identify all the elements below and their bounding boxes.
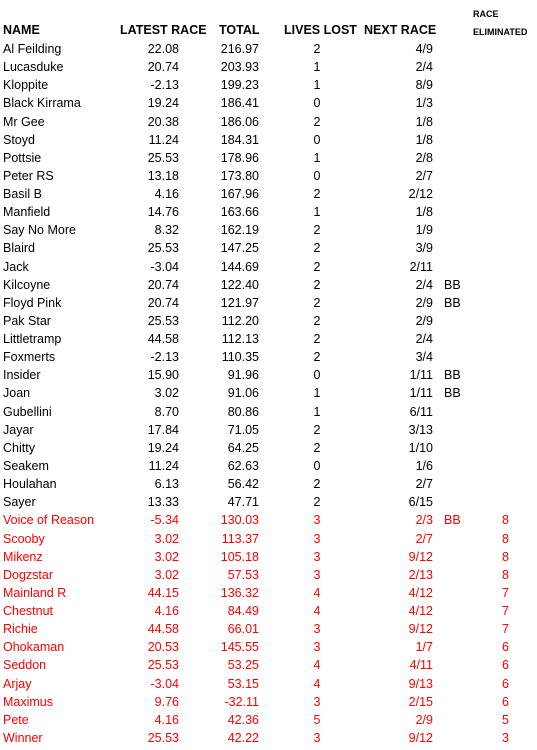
lives-lost: 2 — [313, 477, 321, 492]
next-race: 1/6 — [415, 458, 433, 473]
total-score: 167.96 — [220, 187, 259, 202]
header-name: NAME — [3, 23, 40, 37]
total-score: 173.80 — [220, 168, 259, 183]
table-row — [0, 348, 537, 366]
next-race: 1/11 — [409, 368, 433, 383]
next-race: 2/9 — [415, 313, 433, 328]
next-race: 4/9 — [415, 42, 433, 56]
race-eliminated: 7 — [502, 585, 509, 600]
header-race-eliminated-line1: RACE — [473, 9, 499, 19]
lives-lost: 0 — [313, 168, 321, 183]
lives-lost: 3 — [313, 640, 321, 655]
latest-race-score: 19.24 — [147, 440, 179, 455]
latest-race-score: -2.13 — [150, 78, 179, 93]
player-name: Manfield — [3, 205, 51, 220]
player-name: Basil B — [3, 187, 42, 202]
lives-lost: 2 — [313, 114, 321, 129]
table-row — [0, 312, 537, 330]
next-race: 3/9 — [415, 241, 433, 256]
latest-race-score: 25.53 — [147, 241, 179, 256]
total-score: 112.13 — [221, 332, 259, 347]
next-race: 8/9 — [415, 78, 433, 93]
latest-race-score: 13.33 — [147, 495, 179, 510]
next-race: 2/15 — [408, 694, 433, 709]
player-name: Chitty — [3, 440, 35, 455]
latest-race-score: 25.53 — [147, 658, 179, 673]
next-race: 4/12 — [408, 585, 433, 600]
total-score: 64.25 — [227, 440, 259, 455]
total-score: 147.25 — [220, 241, 259, 256]
lives-lost: 4 — [313, 658, 321, 673]
player-name: Mr Gee — [3, 114, 45, 129]
header-lives-lost: LIVES LOST — [284, 23, 357, 37]
total-score: 184.31 — [220, 132, 259, 147]
lives-lost: 4 — [313, 604, 321, 619]
latest-race-score: 9.76 — [154, 694, 179, 709]
lives-lost: 2 — [313, 187, 321, 202]
latest-race-score: 44.58 — [147, 622, 179, 637]
table-row — [0, 530, 537, 548]
player-name: Stoyd — [3, 132, 35, 147]
next-race: 2/12 — [408, 187, 433, 202]
bb-marker: BB — [444, 386, 461, 401]
player-name: Richie — [3, 622, 38, 637]
race-eliminated: 6 — [502, 694, 509, 709]
total-score: 144.69 — [220, 259, 259, 274]
latest-race-score: 3.02 — [154, 549, 179, 564]
latest-race-score: 20.74 — [147, 277, 179, 292]
table-row — [0, 421, 537, 439]
table-row — [0, 239, 537, 257]
table-row — [0, 675, 537, 693]
next-race: 2/4 — [415, 277, 433, 292]
next-race: 9/12 — [408, 549, 433, 564]
race-eliminated: 3 — [502, 730, 509, 745]
total-score: 186.06 — [220, 114, 259, 129]
lives-lost: 2 — [313, 495, 321, 510]
table-row — [0, 258, 537, 276]
player-name: Jayar — [3, 422, 34, 437]
table-row — [0, 294, 537, 312]
next-race: 2/4 — [415, 60, 433, 75]
total-score: 66.01 — [227, 622, 259, 637]
lives-lost: 3 — [313, 694, 321, 709]
lives-lost: 2 — [313, 241, 321, 256]
player-name: Arjay — [3, 676, 32, 691]
table-row — [0, 149, 537, 167]
next-race: 2/13 — [408, 567, 433, 582]
player-name: Lucasduke — [3, 60, 64, 75]
latest-race-score: 13.18 — [147, 168, 179, 183]
player-name: Mainland R — [3, 585, 67, 600]
lives-lost: 0 — [313, 368, 321, 383]
latest-race-score: 15.90 — [147, 368, 179, 383]
next-race: 6/11 — [409, 404, 433, 419]
next-race: 9/12 — [408, 622, 433, 637]
total-score: 47.71 — [227, 495, 259, 510]
latest-race-score: 44.58 — [147, 332, 179, 347]
race-eliminated: 5 — [502, 712, 509, 727]
table-row — [0, 457, 537, 475]
bb-marker: BB — [444, 368, 461, 383]
player-name: Houlahan — [3, 477, 57, 492]
race-eliminated: 8 — [502, 567, 509, 582]
table-row — [0, 511, 537, 529]
player-name: Chestnut — [3, 604, 54, 619]
lives-lost: 1 — [313, 386, 321, 401]
lives-lost: 1 — [313, 404, 321, 419]
next-race: 2/9 — [415, 295, 433, 310]
next-race: 2/8 — [415, 150, 433, 165]
latest-race-score: 20.74 — [147, 295, 179, 310]
next-race: 1/7 — [415, 640, 433, 655]
table-row — [0, 94, 537, 112]
header-total: TOTAL — [219, 23, 260, 37]
lives-lost: 1 — [313, 60, 321, 75]
race-eliminated: 7 — [502, 622, 509, 637]
total-score: 122.40 — [220, 277, 259, 292]
next-race: 2/7 — [415, 477, 433, 492]
bb-marker: BB — [444, 277, 461, 292]
total-score: 80.86 — [227, 404, 259, 419]
latest-race-score: 3.02 — [154, 531, 179, 546]
total-score: 145.55 — [220, 640, 259, 655]
lives-lost: 3 — [313, 622, 321, 637]
player-name: Blaird — [3, 241, 35, 256]
next-race: 4/11 — [409, 658, 433, 673]
table-row — [0, 76, 537, 94]
header-race-eliminated-line2: ELIMINATED — [473, 27, 528, 37]
total-score: 216.97 — [220, 42, 259, 56]
lives-lost: 2 — [313, 223, 321, 238]
next-race: 1/9 — [415, 223, 433, 238]
total-score: 121.97 — [220, 295, 259, 310]
race-eliminated: 6 — [502, 640, 509, 655]
player-name: Voice of Reason — [3, 513, 95, 528]
race-eliminated: 6 — [502, 676, 509, 691]
lives-lost: 4 — [313, 676, 321, 691]
player-name: Say No More — [3, 223, 76, 238]
next-race: 4/12 — [408, 604, 433, 619]
lives-lost: 2 — [313, 295, 321, 310]
lives-lost: 3 — [313, 549, 321, 564]
lives-lost: 2 — [313, 277, 321, 292]
latest-race-score: 44.15 — [147, 585, 179, 600]
total-score: 163.66 — [220, 205, 259, 220]
player-name: Kilcoyne — [3, 277, 51, 292]
player-name: Pete — [3, 712, 29, 727]
table-row — [0, 131, 537, 149]
lives-lost: 2 — [313, 313, 321, 328]
total-score: 110.35 — [221, 350, 259, 365]
lives-lost: 1 — [313, 78, 321, 93]
player-name: Pak Star — [3, 313, 51, 328]
player-name: Maximus — [3, 694, 54, 709]
latest-race-score: -3.04 — [150, 259, 179, 274]
total-score: 62.63 — [227, 458, 259, 473]
next-race: 1/8 — [415, 132, 433, 147]
latest-race-score: 3.02 — [154, 567, 179, 582]
race-eliminated: 7 — [502, 604, 509, 619]
table-row — [0, 167, 537, 185]
lives-lost: 0 — [313, 96, 321, 111]
table-row — [0, 566, 537, 584]
latest-race-score: 25.53 — [147, 313, 179, 328]
player-name: Dogzstar — [3, 567, 54, 582]
total-score: 112.20 — [221, 313, 259, 328]
lives-lost: 0 — [313, 458, 321, 473]
latest-race-score: 25.53 — [147, 150, 179, 165]
table-row — [0, 693, 537, 711]
latest-race-score: 6.13 — [154, 477, 179, 492]
table-row — [0, 711, 537, 729]
total-score: 186.41 — [220, 96, 259, 111]
player-name: Black Kirrama — [3, 96, 81, 111]
next-race: 2/11 — [409, 259, 433, 274]
latest-race-score: 11.24 — [148, 132, 179, 147]
race-eliminated: 8 — [502, 531, 509, 546]
player-name: Pottsie — [3, 150, 42, 165]
table-row — [0, 221, 537, 239]
player-name: Winner — [3, 730, 43, 745]
next-race: 1/8 — [415, 114, 433, 129]
table-row — [0, 203, 537, 221]
next-race: 3/4 — [415, 350, 433, 365]
player-name: Jack — [3, 259, 29, 274]
table-row — [0, 58, 537, 76]
bb-marker: BB — [444, 513, 461, 528]
latest-race-score: 4.16 — [154, 604, 179, 619]
table-row — [0, 439, 537, 457]
player-name: Ohokaman — [3, 640, 65, 655]
latest-race-score: 25.53 — [147, 730, 179, 745]
total-score: 56.42 — [227, 477, 259, 492]
header-latest-race: LATEST RACE — [120, 23, 207, 37]
lives-lost: 2 — [313, 259, 321, 274]
next-race: 2/3 — [415, 513, 433, 528]
next-race: 9/12 — [408, 730, 433, 745]
next-race: 6/15 — [408, 495, 433, 510]
player-name: Scooby — [3, 531, 45, 546]
race-eliminated: 6 — [502, 658, 509, 673]
next-race: 2/7 — [415, 168, 433, 183]
total-score: 91.06 — [227, 386, 259, 401]
lives-lost: 2 — [313, 350, 321, 365]
latest-race-score: 4.16 — [154, 712, 179, 727]
race-eliminated: 8 — [502, 513, 509, 528]
header-next-race: NEXT RACE — [364, 23, 437, 37]
table-row — [0, 40, 537, 58]
latest-race-score: 4.16 — [154, 187, 179, 202]
latest-race-score: 20.38 — [147, 114, 179, 129]
latest-race-score: 11.24 — [148, 458, 179, 473]
next-race: 1/10 — [408, 440, 433, 455]
latest-race-score: 20.74 — [147, 60, 179, 75]
player-name: Foxmerts — [3, 350, 56, 365]
lives-lost: 3 — [313, 513, 321, 528]
total-score: 53.15 — [227, 676, 259, 691]
total-score: 130.03 — [220, 513, 259, 528]
total-score: 42.36 — [227, 712, 259, 727]
table-row — [0, 584, 537, 602]
total-score: 57.53 — [227, 567, 259, 582]
latest-race-score: -2.13 — [150, 350, 179, 365]
total-score: 178.96 — [220, 150, 259, 165]
table-row — [0, 475, 537, 493]
lives-lost: 3 — [313, 531, 321, 546]
lives-lost: 1 — [313, 150, 321, 165]
player-name: Gubellini — [3, 404, 52, 419]
table-row — [0, 384, 537, 402]
player-name: Peter RS — [3, 168, 54, 183]
player-name: Seddon — [3, 658, 47, 673]
total-score: 203.93 — [220, 60, 259, 75]
total-score: 136.32 — [220, 585, 259, 600]
next-race: 2/4 — [415, 332, 433, 347]
next-race: 2/9 — [415, 712, 433, 727]
player-name: Mikenz — [3, 549, 43, 564]
latest-race-score: 22.08 — [147, 42, 179, 56]
lives-lost: 5 — [313, 712, 321, 727]
total-score: 42.22 — [227, 730, 259, 745]
latest-race-score: 17.84 — [147, 422, 179, 437]
table-row — [0, 493, 537, 511]
lives-lost: 4 — [313, 585, 321, 600]
latest-race-score: 8.70 — [154, 404, 179, 419]
lives-lost: 2 — [313, 440, 321, 455]
latest-race-score: -5.34 — [150, 513, 179, 528]
player-name: Insider — [3, 368, 41, 383]
lives-lost: 0 — [313, 132, 321, 147]
total-score: 113.37 — [221, 531, 259, 546]
next-race: 1/3 — [415, 96, 433, 111]
next-race: 1/8 — [415, 205, 433, 220]
table-row — [0, 276, 537, 294]
bb-marker: BB — [444, 295, 461, 310]
table-row — [0, 366, 537, 384]
lives-lost: 1 — [313, 205, 321, 220]
table-row — [0, 729, 537, 747]
latest-race-score: 8.32 — [154, 223, 179, 238]
table-row — [0, 656, 537, 674]
total-score: 162.19 — [220, 223, 259, 238]
player-name: Sayer — [3, 495, 36, 510]
latest-race-score: 3.02 — [154, 386, 179, 401]
player-name: Al Feilding — [3, 42, 62, 56]
next-race: 3/13 — [408, 422, 433, 437]
total-score: 91.96 — [227, 368, 259, 383]
table-row — [0, 403, 537, 421]
latest-race-score: -3.04 — [150, 676, 179, 691]
latest-race-score: 19.24 — [147, 96, 179, 111]
player-name: Kloppite — [3, 78, 49, 93]
player-name: Littletramp — [3, 332, 62, 347]
total-score: 71.05 — [227, 422, 259, 437]
latest-race-score: 14.76 — [147, 205, 179, 220]
table-row — [0, 620, 537, 638]
total-score: 199.23 — [220, 78, 259, 93]
table-row — [0, 185, 537, 203]
race-eliminated: 8 — [502, 549, 509, 564]
next-race: 1/11 — [409, 386, 433, 401]
table-row — [0, 113, 537, 131]
player-name: Floyd Pink — [3, 295, 62, 310]
lives-lost: 2 — [313, 422, 321, 437]
total-score: 105.18 — [220, 549, 259, 564]
table-row — [0, 330, 537, 348]
latest-race-score: 20.53 — [147, 640, 179, 655]
next-race: 2/7 — [415, 531, 433, 546]
lives-lost: 2 — [313, 42, 321, 56]
table-row — [0, 602, 537, 620]
table-row — [0, 638, 537, 656]
table-row — [0, 548, 537, 566]
lives-lost: 3 — [313, 730, 321, 745]
total-score: 53.25 — [227, 658, 259, 673]
player-name: Seakem — [3, 458, 49, 473]
total-score: 84.49 — [227, 604, 259, 619]
lives-lost: 3 — [313, 567, 321, 582]
next-race: 9/13 — [408, 676, 433, 691]
player-name: Joan — [3, 386, 31, 401]
total-score: -32.11 — [224, 694, 259, 709]
lives-lost: 2 — [313, 332, 321, 347]
